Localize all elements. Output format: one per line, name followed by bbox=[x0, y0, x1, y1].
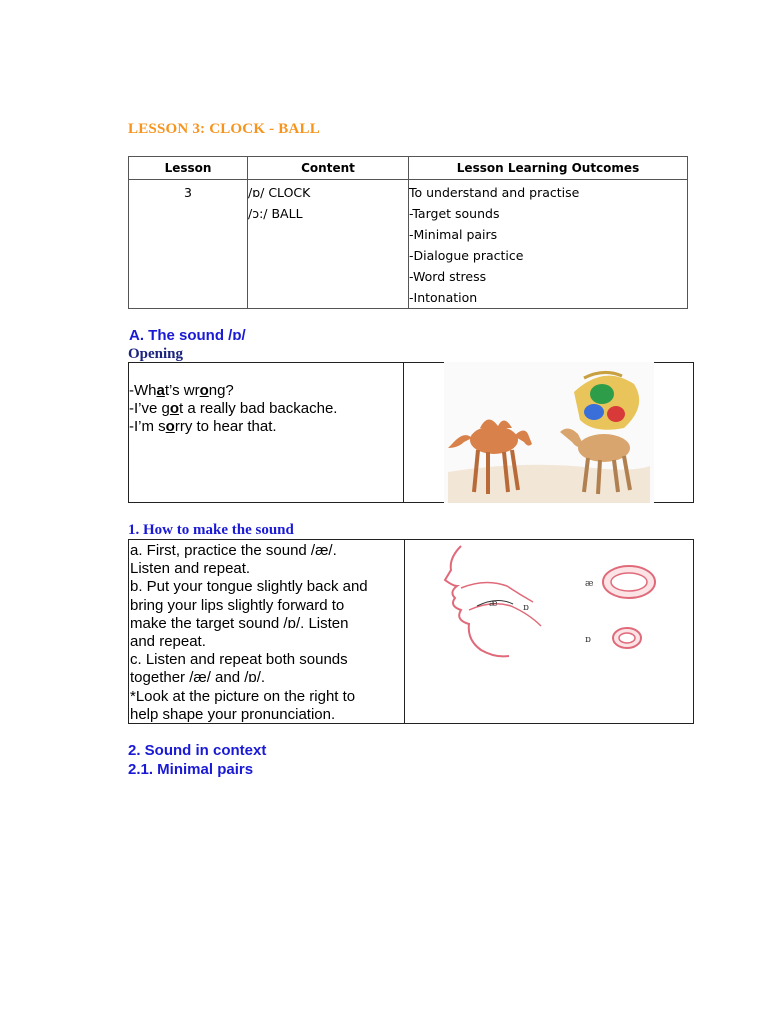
lesson-number: 3 bbox=[184, 185, 192, 200]
svg-text:ɒ: ɒ bbox=[523, 603, 529, 613]
howto-box bbox=[128, 539, 405, 724]
dialogue-line: -I’ve got a really bad backache. bbox=[129, 400, 338, 417]
outcome-item: -Word stress bbox=[409, 269, 487, 284]
howto-line: c. Listen and repeat both sounds bbox=[130, 651, 348, 669]
howto-heading: 1. How to make the sound bbox=[128, 522, 294, 538]
section-a-heading: A. The sound /ɒ/ bbox=[129, 327, 246, 344]
lesson-title: LESSON 3: CLOCK - BALL bbox=[128, 121, 320, 137]
howto-line: bring your lips slightly forward to bbox=[130, 596, 345, 614]
howto-line: b. Put your tongue slightly back and bbox=[130, 578, 368, 596]
howto-line: together /æ/ and /ɒ/. bbox=[130, 669, 266, 687]
dialogue-line: -I’m sorry to hear that. bbox=[129, 418, 277, 435]
section-2-heading: 2. Sound in context bbox=[128, 742, 267, 759]
svg-text:æ: æ bbox=[489, 599, 498, 609]
howto-line: and repeat. bbox=[130, 633, 206, 651]
mouth-diagram bbox=[405, 540, 695, 725]
howto-line: make the target sound /ɒ/. Listen bbox=[130, 614, 349, 632]
header-outcomes: Lesson Learning Outcomes bbox=[409, 157, 688, 180]
camel-picture-box bbox=[403, 362, 694, 503]
lesson-number-cell bbox=[129, 180, 248, 309]
howto-line: Listen and repeat. bbox=[130, 560, 251, 578]
outcome-item: -Intonation bbox=[409, 290, 478, 305]
o-label: ɒ bbox=[585, 635, 591, 645]
dialogue-box bbox=[128, 362, 404, 503]
howto-line: *Look at the picture on the right to bbox=[130, 687, 356, 705]
outcomes-cell bbox=[409, 180, 688, 309]
howto-line: a. First, practice the sound /æ/. bbox=[130, 542, 337, 559]
dialogue-text bbox=[129, 382, 337, 436]
content-cell bbox=[248, 180, 409, 309]
lesson-summary-table bbox=[128, 156, 688, 309]
howto-instructions bbox=[130, 542, 402, 724]
outcome-item: To understand and practise bbox=[409, 185, 580, 200]
howto-line: help shape your pronunciation. bbox=[130, 705, 336, 723]
opening-heading: Opening bbox=[128, 346, 184, 362]
content-ball: /ɔ:/ BALL bbox=[248, 206, 303, 221]
ae-label: æ bbox=[585, 579, 594, 589]
header-lesson: Lesson bbox=[129, 157, 248, 180]
outcome-item: -Target sounds bbox=[409, 206, 500, 221]
section-21-heading: 2.1. Minimal pairs bbox=[128, 761, 254, 778]
dialogue-line: -What’s wrong? bbox=[129, 382, 234, 399]
header-content: Content bbox=[248, 157, 409, 180]
content-clock: /ɒ/ CLOCK bbox=[248, 185, 311, 200]
outcome-item: -Minimal pairs bbox=[409, 227, 498, 242]
table-row bbox=[129, 180, 688, 309]
camels-illustration bbox=[444, 362, 654, 503]
outcome-item: -Dialogue practice bbox=[409, 248, 524, 263]
mouth-diagram-box bbox=[404, 539, 694, 724]
table-header-row bbox=[129, 157, 688, 180]
